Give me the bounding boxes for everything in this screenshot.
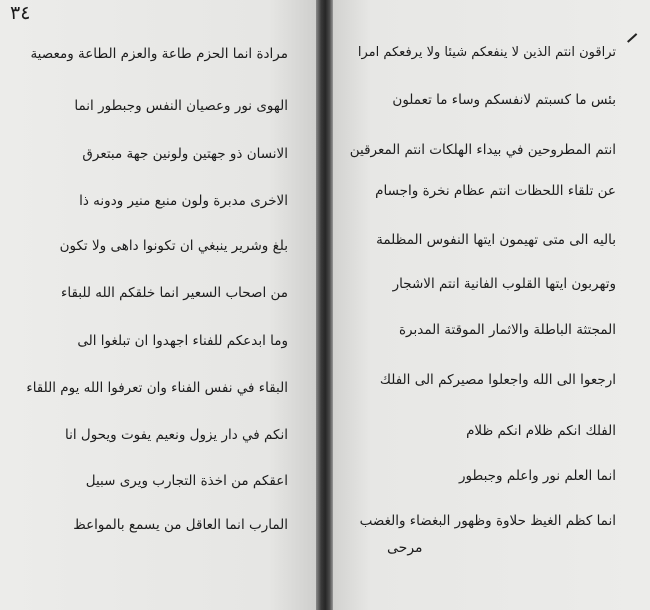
right-line-8: ارجعوا الى الله واجعلوا مصيركم الى الفلك bbox=[379, 372, 616, 388]
left-line-5: بلغ وشرير ينبغي ان تكونوا داهى ولا تكون bbox=[59, 238, 288, 254]
right-line-4: عن تلقاء اللحظات انتم عظام نخرة واجسام bbox=[375, 183, 616, 199]
right-line-7: المجتثة الباطلة والاثمار الموقتة المدبرة bbox=[398, 322, 616, 338]
left-line-3: الانسان ذو جهتين ولونين جهة مبتعرق bbox=[82, 146, 288, 162]
right-line-1: تراقون انتم الذين لا ينفعكم شيئا ولا يرفعكم امرا bbox=[357, 45, 616, 60]
right-page bbox=[333, 0, 650, 610]
book-gutter bbox=[316, 0, 333, 610]
right-line-3: انتم المطروحين في بيداء الهلكات انتم المعرقين bbox=[349, 142, 616, 158]
left-line-6: من اصحاب السعير انما خلقكم الله للبقاء bbox=[61, 285, 288, 301]
left-line-11: المارب انما العاقل من يسمع بالمواعظ bbox=[73, 517, 288, 533]
left-line-1: مرادة انما الحزم طاعة والعزم الطاعة ومعصية bbox=[30, 46, 288, 62]
left-page bbox=[0, 0, 316, 610]
right-line-2: بئس ما كسبتم لانفسكم وساء ما تعملون bbox=[392, 92, 616, 108]
left-line-9: انكم في دار يزول ونعيم يفوت ويحول انا bbox=[64, 427, 288, 443]
right-line-12: مرحى bbox=[387, 540, 423, 556]
left-line-10: اعقكم من اخذة التجارب ويرى سبيل bbox=[85, 473, 288, 489]
left-line-2: الهوى نور وعصيان النفس وجبطور انما bbox=[74, 98, 288, 114]
right-line-5: باليه الى متى تهيمون ايتها النفوس المظلمة bbox=[376, 232, 616, 248]
page-number: ٣٤ bbox=[10, 2, 31, 24]
left-line-4: الاخرى مدبرة ولون منبع منير ودونه ذا bbox=[79, 193, 288, 209]
right-line-9: الفلك انكم ظلام انكم ظلام bbox=[466, 423, 616, 439]
left-line-7: وما ابدعكم للفناء اجهدوا ان تبلغوا الى bbox=[77, 333, 288, 349]
right-line-11: انما كظم الغيظ حلاوة وظهور البغضاء والغضب bbox=[359, 513, 616, 529]
left-line-8: البقاء في نفس الفناء وان تعرفوا الله يوم اللقاء bbox=[26, 380, 288, 396]
margin-mark bbox=[627, 33, 637, 42]
right-line-10: انما العلم نور واعلم وجبطور bbox=[459, 468, 616, 484]
right-line-6: وتهربون ايتها القلوب الفانية انتم الاشجار bbox=[392, 276, 616, 292]
